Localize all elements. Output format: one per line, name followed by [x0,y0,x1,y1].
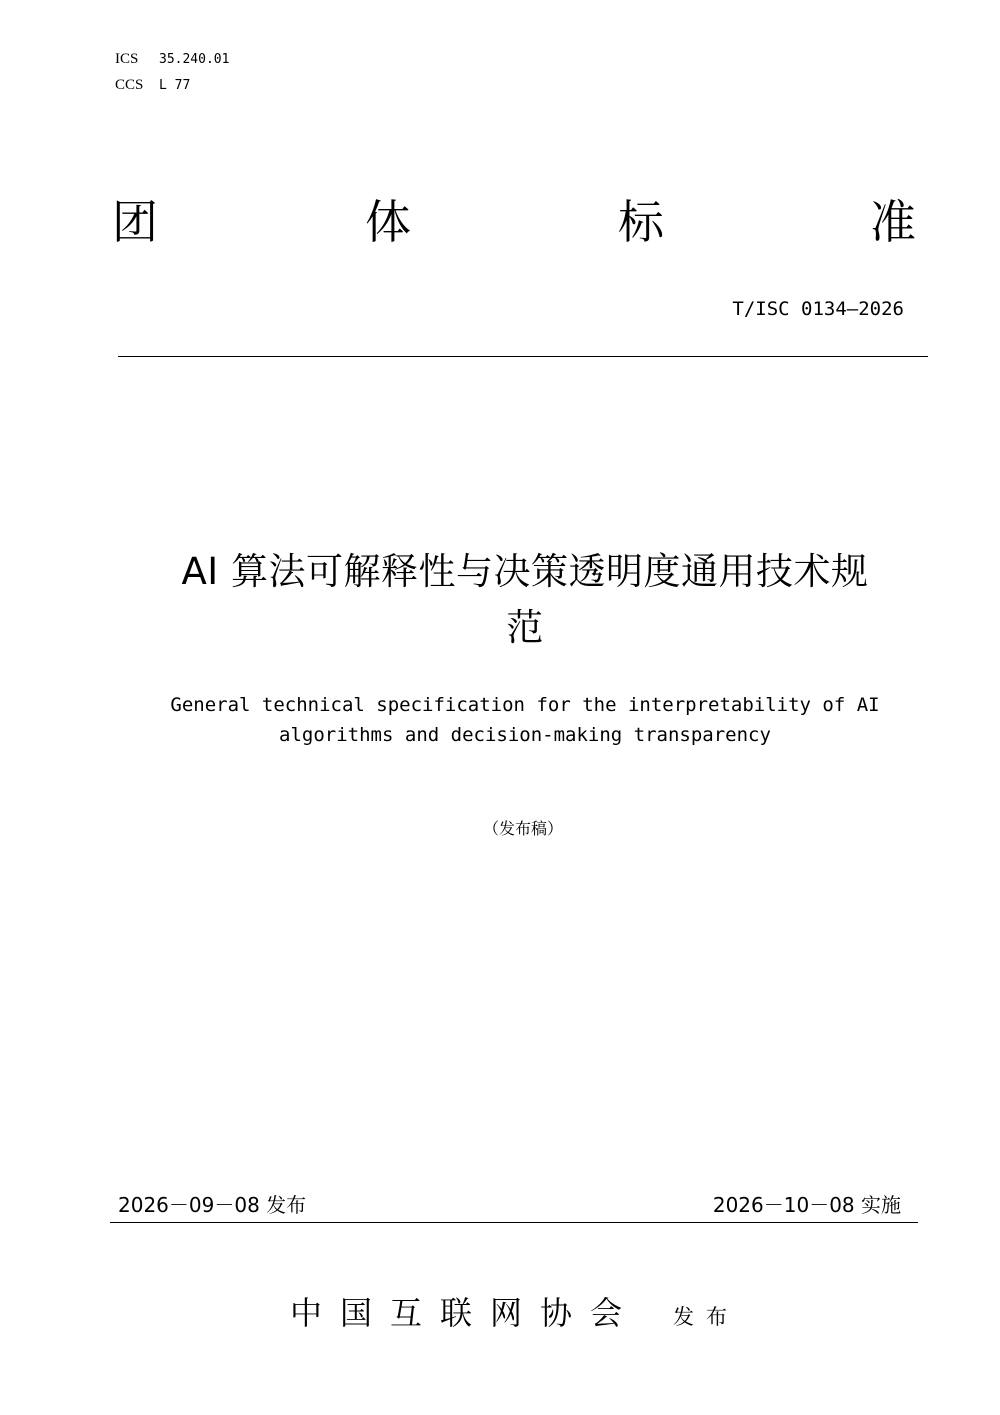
publisher-name: 中国互联网协会 [290,1294,641,1332]
ccs-label: CCS [115,77,144,93]
ics-code [115,50,229,69]
ccs-code [115,76,190,95]
english-title-line-1: General technical specification for the interpretability of AI [170,694,880,716]
draft-status: （发布稿） [482,819,563,838]
standard-number: T/ISC 0134—2026 [732,298,904,320]
publisher-action: 发布 [673,1305,739,1329]
standard-type-char-1: 团 [112,195,158,249]
publish-date: 2026－09－08 发布 [118,1193,307,1217]
implement-date: 2026－10－08 实施 [712,1193,901,1217]
chinese-title [110,544,940,656]
english-title [120,690,930,750]
standard-type-char-2: 体 [365,195,411,249]
chinese-title-line-1: AI 算法可解释性与决策透明度通用技术规 [181,550,869,593]
english-title-line-2: algorithms and decision-making transparency [279,724,771,746]
ics-label: ICS [115,51,139,67]
ics-value: 35.240.01 [159,52,230,67]
chinese-title-line-2: 范 [506,606,544,649]
standard-type-char-3: 标 [618,195,664,249]
top-divider [118,356,928,357]
ccs-value: L 77 [159,78,191,93]
standard-type-char-4: 准 [870,195,916,249]
bottom-divider [110,1222,918,1223]
